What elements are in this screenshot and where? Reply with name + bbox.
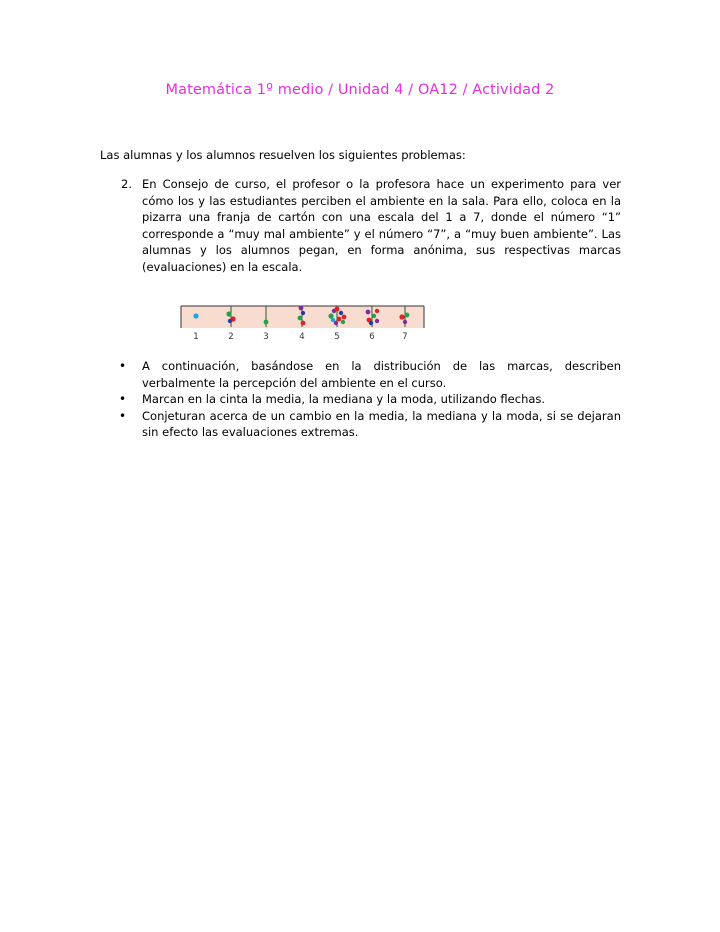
rating-mark [375, 319, 379, 323]
problem-text: En Consejo de curso, el profesor o la profesora hace un experimento para ver cómo los y las estudiantes perciben el ambiente en la sala. Para ello, coloca en la pizarra una franja de cartón con una escala del 1 a 7, donde el número “1” corresponde a “muy mal ambiente” y el número “7”, a “muy buen ambiente”. Las alumnas y los alumnos pegan, en forma anónima, sus respectivas marcas (evaluaciones) en la escala. [142, 177, 621, 274]
rating-mark [372, 314, 376, 318]
rating-mark [339, 311, 343, 315]
list-item [116, 358, 621, 391]
rating-mark [337, 317, 342, 322]
rating-mark [375, 309, 379, 313]
page-title: Matemática 1º medio / Unidad 4 / OA12 / Actividad 2 [165, 82, 555, 98]
rating-mark [298, 316, 303, 321]
rating-mark [264, 320, 269, 325]
rating-mark [399, 314, 404, 319]
intro-text: Las alumnas y los alumnos resuelven los siguientes problemas: [100, 148, 466, 162]
tick-label: 6 [369, 332, 375, 342]
rating-mark [342, 315, 347, 320]
bullet-marker: • [119, 408, 127, 423]
rating-scale-strip [179, 304, 427, 344]
list-item [116, 391, 621, 408]
tick-label: 3 [263, 332, 269, 342]
rating-mark [226, 311, 231, 316]
rating-mark [369, 321, 373, 325]
rating-mark [299, 306, 304, 311]
rating-mark [334, 321, 338, 325]
tick-label: 1 [193, 332, 199, 342]
tick-label: 7 [402, 332, 408, 342]
tick-label: 2 [228, 332, 234, 342]
rating-mark [301, 311, 305, 315]
bullet-marker: • [119, 392, 127, 407]
rating-mark [228, 319, 232, 323]
rating-mark [341, 320, 345, 324]
rating-mark [405, 313, 410, 318]
list-item-text: A continuación, basándose en la distribución de las marcas, describen verbalmente la percepción del ambiente en el curso. [142, 359, 621, 390]
list-item [116, 408, 621, 441]
problem-item [121, 176, 621, 276]
rating-mark [366, 310, 371, 315]
rating-mark [403, 320, 407, 324]
rating-mark [193, 313, 198, 318]
tick-label: 5 [334, 332, 340, 342]
rating-mark [301, 321, 306, 326]
list-item-text: Conjeturan acerca de un cambio en la media, la mediana y la moda, si se dejaran sin efecto las evaluaciones extremas. [142, 408, 621, 440]
problem-number: 2. [121, 177, 132, 191]
rating-mark [335, 307, 340, 312]
tick-label: 4 [299, 332, 305, 342]
list-item-text: Marcan en la cinta la media, la mediana y la moda, utilizando flechas. [142, 392, 546, 407]
bullet-marker: • [119, 359, 127, 373]
bullet-list [116, 358, 621, 441]
